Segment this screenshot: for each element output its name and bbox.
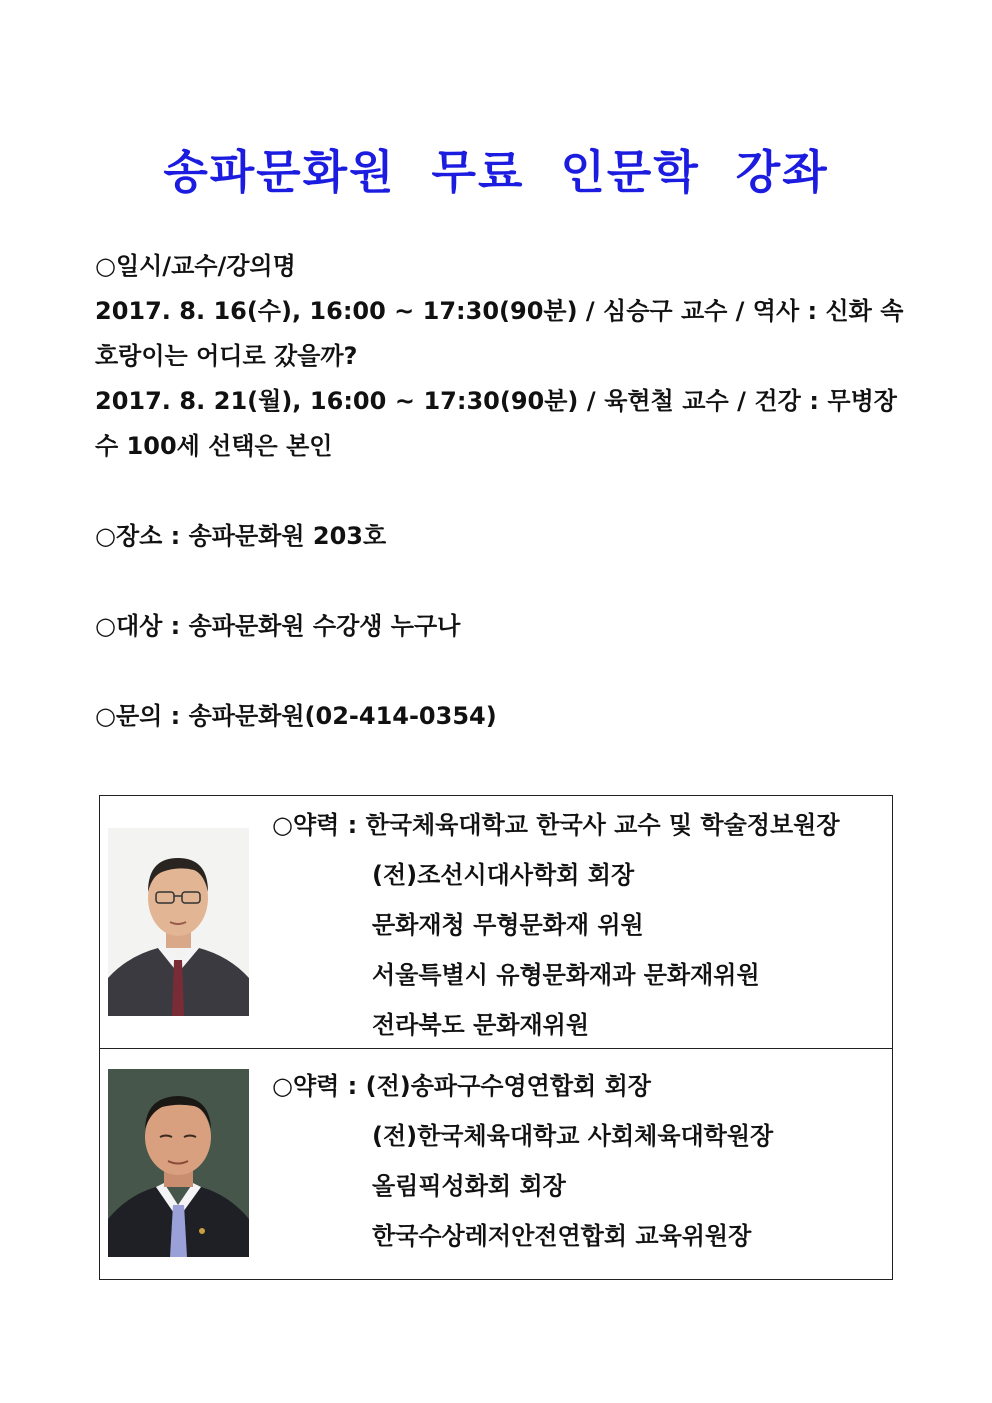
career-list	[272, 1061, 773, 1261]
career-item: (전)한국체육대학교 사회체육대학원장	[372, 1122, 774, 1150]
place-info: ○장소 : 송파문화원 203호	[95, 522, 387, 550]
professor-photo	[108, 1069, 249, 1257]
profile-row	[100, 1049, 892, 1279]
info-section	[95, 244, 904, 739]
schedule-heading: ○일시/교수/강의명	[95, 252, 296, 280]
lecture-1-line-2: 호랑이는 어디로 갔을까?	[95, 342, 358, 370]
contact-info: ○문의 : 송파문화원(02-414-0354)	[95, 702, 497, 730]
career-list	[272, 800, 840, 1050]
page-title: 송파문화원 무료 인문학 강좌	[163, 145, 829, 199]
lecture-2-line-2: 수 100세 선택은 본인	[95, 432, 333, 460]
spacer	[95, 469, 897, 514]
lecture-2-line-1: 2017. 8. 21(월), 16:00 ~ 17:30(90분) / 육현철 교수 / 건강 : 무병장	[95, 387, 897, 415]
career-item: 올림픽성화회 회장	[372, 1172, 566, 1200]
professor-photo	[108, 828, 249, 1016]
lecture-1-line-1: 2017. 8. 16(수), 16:00 ~ 17:30(90분) / 심승구 교수 / 역사 : 신화 속	[95, 297, 904, 325]
career-label: ○약력 : (전)송파구수영연합회 회장	[272, 1072, 651, 1100]
spacer	[95, 649, 897, 694]
career-item: 서울특별시 유형문화재과 문화재위원	[372, 961, 760, 989]
portrait-image	[108, 828, 249, 1016]
career-item: 한국수상레저안전연합회 교육위원장	[372, 1222, 752, 1250]
spacer	[95, 559, 897, 604]
career-item: 문화재청 무형문화재 위원	[372, 911, 644, 939]
portrait-image	[108, 1069, 249, 1257]
career-item: 전라북도 문화재위원	[372, 1011, 590, 1039]
career-label: ○약력 : 한국체육대학교 한국사 교수 및 학술정보원장	[272, 811, 840, 839]
career-item: (전)조선시대사학회 회장	[372, 861, 635, 889]
profile-row	[100, 796, 892, 1049]
target-info: ○대상 : 송파문화원 수강생 누구나	[95, 612, 461, 640]
profile-table	[99, 795, 893, 1280]
